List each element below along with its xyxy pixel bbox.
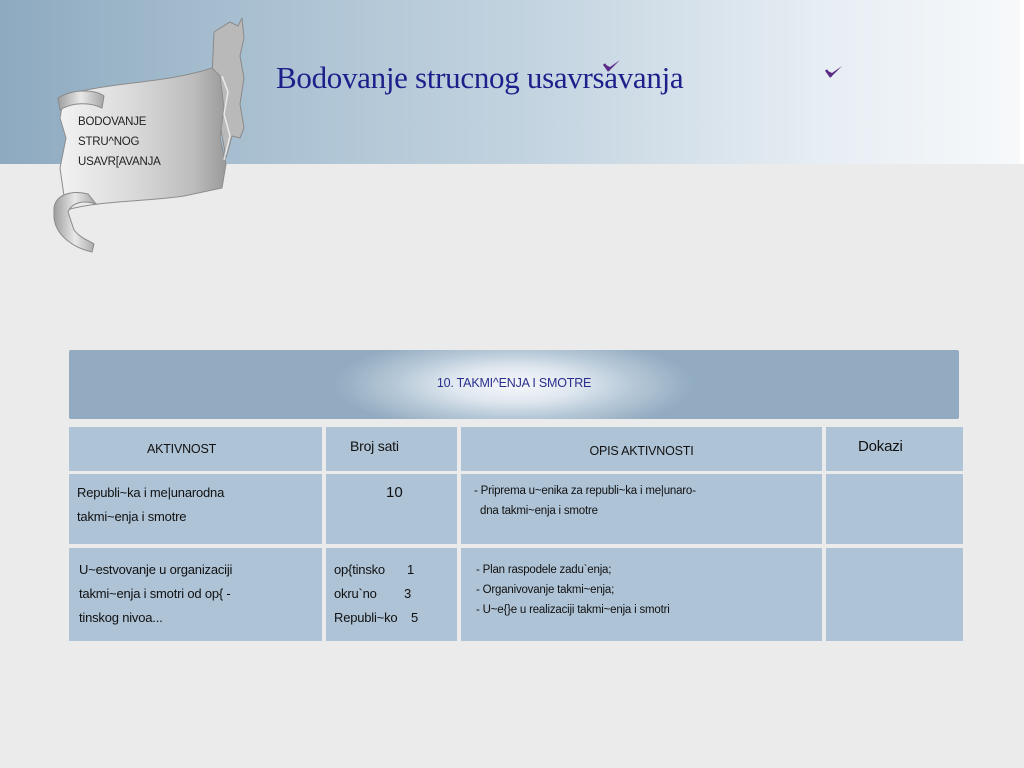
- header-activity-label: AKTIVNOST: [146, 442, 217, 456]
- table-row-1-activity: [69, 474, 322, 544]
- scroll-label-line: BODOVANJE: [78, 116, 147, 128]
- description-line: - Priprema u~enika za republi~ka i me|unaro-: [474, 485, 696, 497]
- hours-level: okru`no: [334, 586, 377, 601]
- description-line: dna takmi~enja i smotre: [480, 505, 598, 517]
- scroll-label-line: USAVR[AVANJA: [78, 156, 161, 168]
- slide-title: Bodovanje strucnog usavrsavanja: [276, 60, 684, 95]
- hours-points: 1: [407, 562, 415, 577]
- hours-value: 10: [386, 484, 403, 501]
- activity-line: Republi~ka i me|unarodna: [77, 485, 225, 500]
- header-hours-label: Broj sati: [350, 438, 399, 454]
- activity-line: tinskog nivoa...: [79, 610, 163, 625]
- header-evidence-label: Dokazi: [858, 438, 903, 455]
- hours-level: op{tinsko: [334, 562, 385, 577]
- description-line: - U~e{}e u realizaciji takmi~enja i smotri: [476, 604, 670, 616]
- check-mark-icon: [602, 58, 622, 74]
- hours-line: [334, 582, 457, 606]
- header-description-label: OPIS AKTIVNOSTI: [589, 444, 694, 458]
- header-banner-edge: [1020, 0, 1024, 164]
- table-row-1-evidence: [826, 474, 963, 544]
- table-row-2-activity: [69, 548, 322, 641]
- table-row-2-hours: [326, 548, 457, 641]
- header-cell-description: [461, 427, 822, 471]
- header-cell-hours: [326, 427, 457, 471]
- scroll-label-line: STRU^NOG: [78, 136, 140, 148]
- hours-level: Republi~ko: [334, 610, 398, 625]
- header-cell-evidence: [826, 427, 963, 471]
- check-mark-icon: [824, 64, 844, 80]
- section-title: 10. TAKMI^ENJA I SMOTRE: [436, 376, 592, 390]
- hours-line: [334, 558, 457, 582]
- table-row-1-description: [461, 474, 822, 544]
- table-row-2-description: [461, 548, 822, 641]
- header-cell-activity: [69, 427, 322, 471]
- hours-points: 3: [404, 586, 412, 601]
- description-line: - Organivovanje takmi~enja;: [476, 584, 615, 596]
- description-line: - Plan raspodele zadu`enja;: [476, 564, 612, 576]
- hours-points: 5: [411, 610, 419, 625]
- section-header: [69, 350, 959, 419]
- table-row-1-hours: [326, 474, 457, 544]
- scroll-label: [78, 112, 161, 172]
- activity-line: takmi~enja i smotre: [77, 509, 187, 524]
- activity-table: [69, 427, 963, 641]
- activity-line: U~estvovanje u organizaciji: [79, 562, 233, 577]
- activity-line: takmi~enja i smotri od op{ -: [79, 586, 231, 601]
- table-row-2-evidence: [826, 548, 963, 641]
- hours-line: [334, 606, 457, 630]
